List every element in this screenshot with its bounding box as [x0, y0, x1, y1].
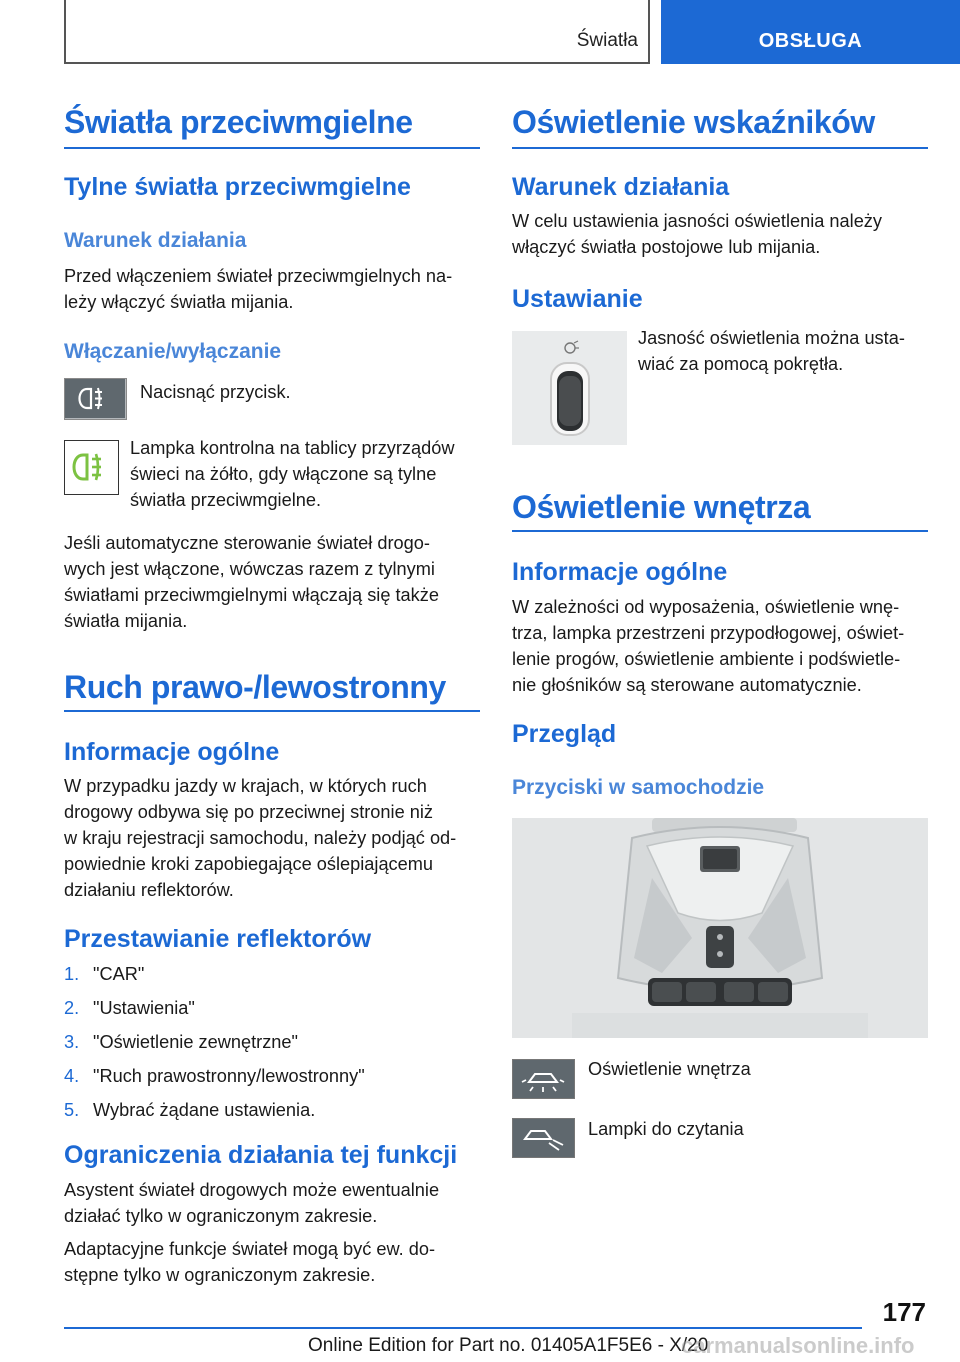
- heading-general-info: Informacje ogólne: [512, 558, 728, 586]
- heading-general-info: Informacje ogólne: [64, 738, 280, 766]
- heading-buttons-in-vehicle: Przyciski w samochodzie: [512, 776, 765, 799]
- list-item-number: 4.: [64, 1066, 80, 1086]
- list-item: [64, 1059, 365, 1093]
- paragraph-condition: W celu ustawienia jasności oświetlenia należy włączyć światła postojowe lub mijania.: [512, 211, 882, 257]
- heading-condition: Warunek działania: [512, 173, 730, 201]
- heading-headlight-adjust: Przestawianie reflektorów: [64, 925, 372, 953]
- list-item-text: "Ustawienia": [93, 998, 195, 1018]
- reading-light-icon: [512, 1118, 575, 1158]
- page-number: 177: [882, 1297, 926, 1327]
- list-item: [64, 1093, 365, 1127]
- interior-light-icon: [512, 1059, 575, 1099]
- steps-list: [64, 957, 365, 1127]
- label-reading-lights: Lampki do czytania: [588, 1119, 744, 1139]
- heading-rear-fog-lights: Tylne światła przeciwmgielne: [64, 173, 411, 201]
- dimmer-wheel-image: [512, 331, 627, 445]
- footer-rule: [64, 1327, 862, 1329]
- heading-setting: Ustawianie: [512, 285, 643, 313]
- overhead-console-image: [512, 818, 928, 1038]
- heading-rule: [512, 147, 928, 149]
- list-item: [64, 1025, 365, 1059]
- paragraph-press-button: Nacisnąć przycisk.: [140, 382, 291, 402]
- heading-on-off: Włączanie/wyłączanie: [64, 340, 282, 363]
- paragraph-limits-2: Adaptacyjne funkcje świateł mogą być ew. do- stępne tylko w ograniczonym zakresie.: [64, 1239, 436, 1285]
- paragraph-general-info: W zależności od wyposażenia, oświetlenie wnę- trza, lampka przestrzeni przypodłogowej, oświet- lenie progów, oświetlenie ambiente i podświetle- nie głośników są sterowane automatycznie.: [512, 597, 905, 695]
- list-item: [64, 991, 365, 1025]
- list-item-text: "Ruch prawostronny/lewostronny": [93, 1066, 365, 1086]
- heading-rule: [64, 147, 480, 149]
- heading-traffic-side: Ruch prawo-/lewostronny: [64, 669, 446, 705]
- header-frame: [64, 0, 650, 64]
- header-section-title: Światła: [576, 30, 638, 51]
- list-item-number: 2.: [64, 998, 80, 1018]
- list-item-number: 1.: [64, 964, 80, 984]
- watermark: carmanualsonline.info: [681, 1333, 915, 1358]
- heading-function-limits: Ograniczenia działania tej funkcji: [64, 1141, 458, 1169]
- heading-overview: Przegląd: [512, 720, 617, 748]
- paragraph-condition: Przed włączeniem świateł przeciwmgielnych na- leży włączyć światła mijania.: [64, 266, 453, 312]
- paragraph-indicator-lamp: Lampka kontrolna na tablicy przyrządów świeci na żółto, gdy włączone są tylne światła przeciwmgielne.: [130, 438, 455, 510]
- heading-rule: [64, 710, 480, 712]
- heading-fog-lights: Światła przeciwmgielne: [64, 104, 413, 140]
- heading-interior-lighting: Oświetlenie wnętrza: [512, 489, 811, 525]
- list-item-number: 5.: [64, 1100, 80, 1120]
- list-item-text: Wybrać żądane ustawienia.: [93, 1100, 316, 1120]
- paragraph-general-info: W przypadku jazdy w krajach, w których ruch drogowy odbywa się po przeciwnej stronie niż w kraju rejestracji samochodu, należy podjąć od- powiednie kroki zapobiegające oślepiającemu działaniu reflektorów.: [64, 776, 457, 900]
- rear-fog-indicator-icon: [64, 440, 119, 495]
- fog-button-icon: [64, 378, 127, 420]
- heading-rule: [512, 530, 928, 532]
- label-interior-light: Oświetlenie wnętrza: [588, 1059, 751, 1079]
- list-item-text: "Oświetlenie zewnętrzne": [93, 1032, 298, 1052]
- list-item-text: "CAR": [93, 964, 145, 984]
- heading-instrument-lighting: Oświetlenie wskaźników: [512, 104, 875, 140]
- list-item-number: 3.: [64, 1032, 80, 1052]
- footer-edition: Online Edition for Part no. 01405A1F5E6 - X/20: [308, 1335, 709, 1356]
- heading-condition: Warunek działania: [64, 229, 247, 252]
- paragraph-limits-1: Asystent świateł drogowych może ewentualnie działać tylko w ograniczonym zakresie.: [64, 1180, 440, 1226]
- paragraph-auto-high-beam: Jeśli automatyczne sterowanie świateł drogo- wych jest włączone, wówczas razem z tylnymi światłami przeciwmgielnymi włączają się także światła mijania.: [64, 533, 439, 631]
- header-chapter-tab[interactable]: OBSŁUGA: [661, 0, 960, 64]
- list-item: [64, 957, 365, 991]
- paragraph-setting: Jasność oświetlenia można usta- wiać za pomocą pokrętła.: [638, 328, 905, 374]
